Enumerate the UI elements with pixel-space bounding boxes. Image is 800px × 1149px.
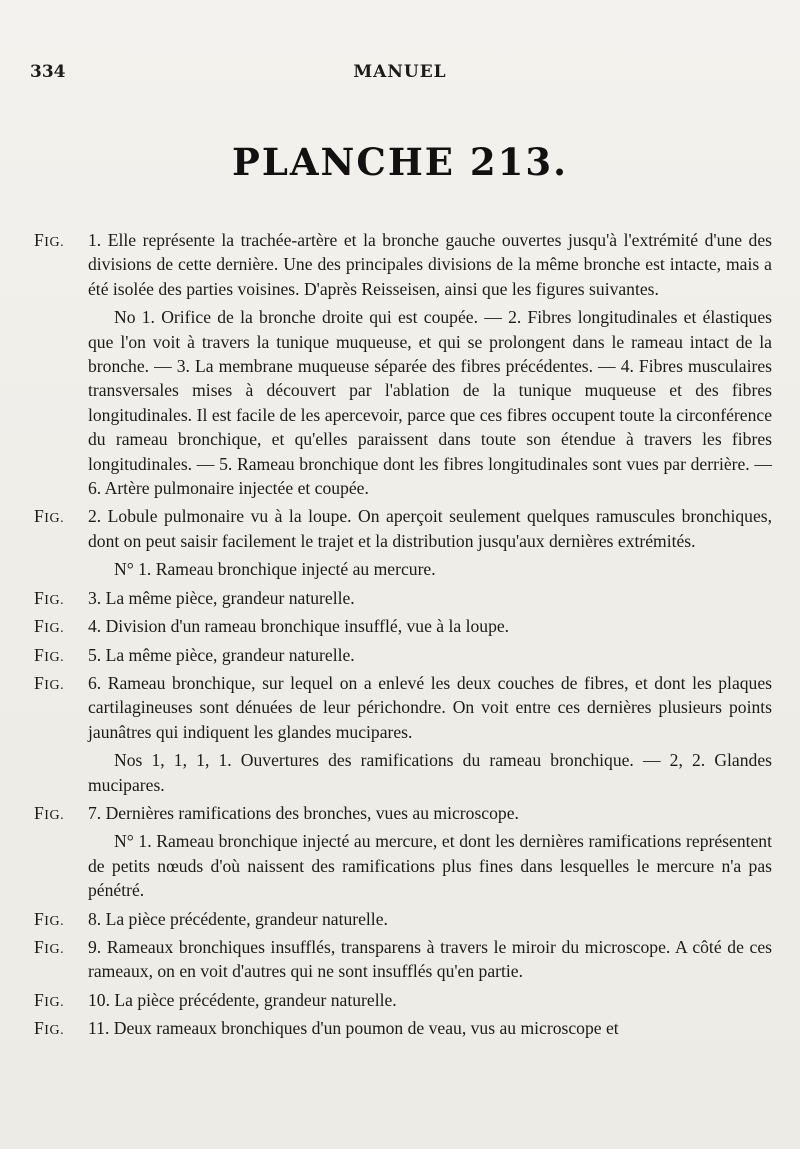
figure-label: FIG. (34, 506, 65, 527)
figure-label: FIG. (34, 644, 65, 665)
figure-caption: 2. Lobule pulmonaire vu à la loupe. On aperçoit seulement quelques ramuscules bronchiques, dont on peut saisir facilement le trajet et la distribution jusqu'aux dernières extrémités. (88, 506, 772, 551)
figure-label: FIG. (34, 616, 65, 637)
figure-entry (34, 801, 772, 825)
legend-text: Nos 1, 1, 1, 1. Ouvertures des ramifications du rameau bronchique. — 2, 2. Glandes mucipares. (88, 750, 772, 795)
figure-entry (34, 228, 772, 301)
figure-label: FIG. (34, 230, 65, 250)
figure-label: FIG. (34, 1018, 65, 1039)
figure-label: FIG. (34, 989, 65, 1010)
legend-text: N° 1. Rameau bronchique injecté au mercure, et dont les dernières ramifications représentent de petits nœuds d'où naissent des ramifications plus fines dans lesquelles le mercure n'a pas pénétré. (88, 831, 772, 901)
figure-entry (34, 907, 772, 931)
figure-caption: 4. Division d'un rameau bronchique insufflé, vue à la loupe. (88, 616, 510, 637)
figure-caption: 6. Rameau bronchique, sur lequel on a enlevé les deux couches de fibres, et dont les plaques cartilagineuses sont dénuées de leur périchondre. On voit entre ces dernières plusieurs points jaunâtres qui indiquent les glandes mucipares. (88, 672, 772, 742)
legend-text: No 1. Orifice de la bronche droite qui est coupée. — 2. Fibres longitudinales et élastiques que l'on voit à travers la tunique muqueuse, et qui se prolongent dans le rameau intact de la bronche. — 3. La membrane muqueuse séparée des fibres précédentes. — 4. Fibres musculaires transversales mises à découvert par l'ablation de la tunique muqueuse et des fibres longitudinales. Il est facile de les apercevoir, parce que ces fibres occupent toute la circonférence du rameau bronchique, et qu'elles paraissent dans toute son étendue à travers les fibres longitudinales. — 5. Rameau bronchique dont les fibres longitudinales sont vues par derrière. — 6. Artère pulmonaire injectée et coupée. (88, 307, 772, 499)
figure-entry (34, 586, 772, 610)
figure-legend (34, 557, 772, 581)
figure-label: FIG. (34, 587, 65, 608)
figure-entry (34, 1016, 772, 1040)
figure-caption: 10. La pièce précédente, grandeur naturelle. (88, 989, 397, 1010)
figure-legend (34, 748, 772, 797)
figure-entry (34, 614, 772, 638)
figure-entry (34, 988, 772, 1012)
figure-caption: 11. Deux rameaux bronchiques d'un poumon de veau, vus au microscope et (88, 1018, 619, 1039)
figure-caption: 9. Rameaux bronchiques insufflés, transparens à travers le miroir du microscope. A côté de ces rameaux, on en voit d'autres qui ne sont insufflés qu'en partie. (88, 936, 772, 982)
figure-caption: 5. La même pièce, grandeur naturelle. (88, 644, 355, 665)
page-header (30, 62, 770, 88)
figure-legend (34, 305, 772, 500)
figure-caption: 3. La même pièce, grandeur naturelle. (88, 587, 355, 608)
figure-label: FIG. (34, 802, 65, 823)
figure-entry (34, 671, 772, 744)
legend-text: N° 1. Rameau bronchique injecté au mercure. (114, 559, 436, 580)
figure-entry (34, 643, 772, 667)
figure-caption: 7. Dernières ramifications des bronches, vues au microscope. (88, 802, 519, 823)
figure-legend (34, 829, 772, 902)
running-head: MANUEL (353, 62, 447, 82)
figure-caption: 8. La pièce précédente, grandeur naturelle. (88, 908, 388, 929)
figure-label: FIG. (34, 936, 65, 957)
figure-caption: 1. Elle représente la trachée-artère et la bronche gauche ouvertes jusqu'à l'extrémité d'une des divisions de cette dernière. Une des principales divisions de la même bronche est intacte, mais a été isolée des parties voisines. D'après Reisseisen, ainsi que les figures suivantes. (88, 230, 772, 299)
page-number: 334 (30, 62, 66, 82)
figure-label: FIG. (34, 908, 65, 929)
figure-entry (34, 504, 772, 553)
plate-title: PLANCHE 213. (232, 140, 568, 184)
figure-entry (34, 935, 772, 984)
figure-list (34, 228, 772, 1045)
figure-label: FIG. (34, 672, 65, 693)
